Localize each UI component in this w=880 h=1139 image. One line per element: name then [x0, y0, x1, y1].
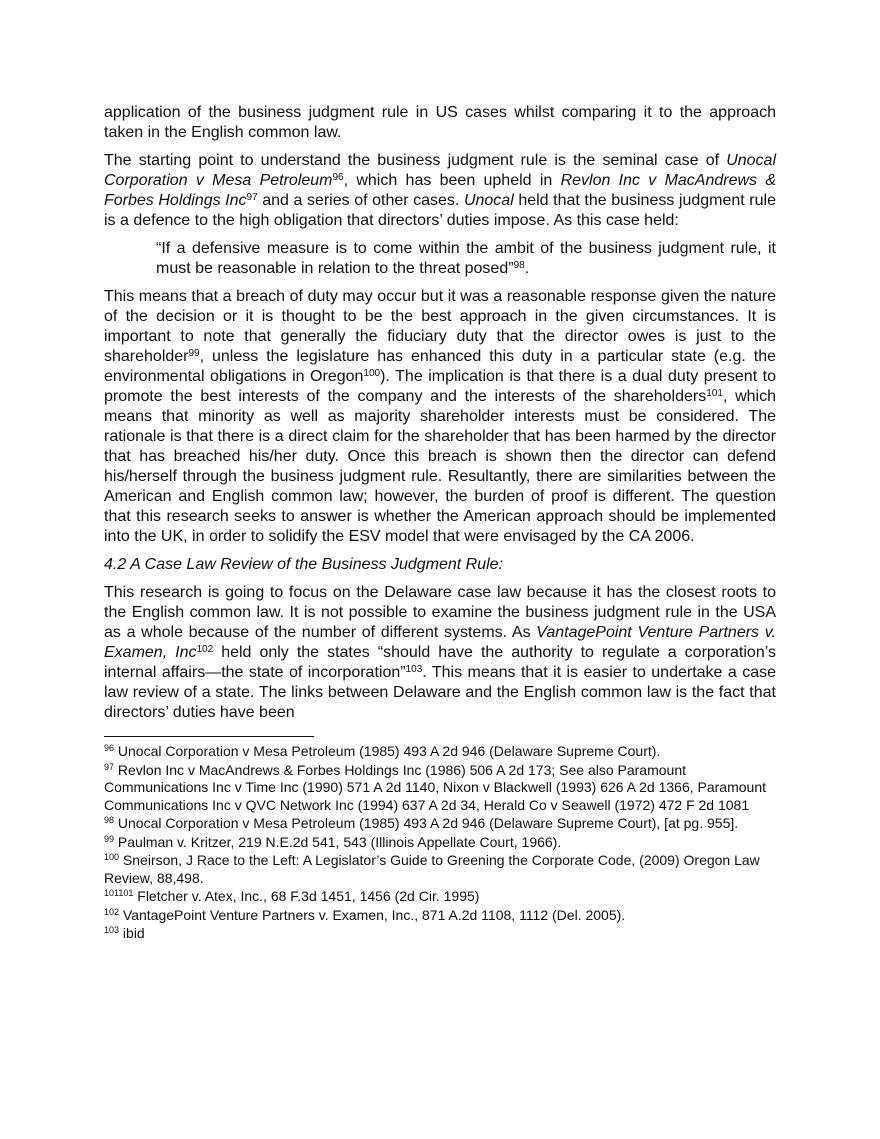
text-run: held that the business judgment rule is a defence to the high obligation that directors’ duties impose. As this case held: [104, 192, 776, 229]
footnote-ref-99: 99 [188, 348, 200, 359]
text-run: . [524, 260, 530, 277]
paragraph-delaware [104, 583, 776, 723]
footnote [104, 907, 776, 925]
text-run: The starting point to understand the business judgment rule is the seminal case of [104, 152, 727, 169]
text-run: This means that a breach of duty may occur but it was a reasonable response given the nature of the decision or it is thought to be the best approach in the given circumstances. It is important to note that generally the fiduciary duty that the director owes is just to the shareholder [104, 288, 776, 365]
footnote [104, 925, 776, 943]
block-quote [156, 239, 776, 279]
footnote-ref-100: 100 [363, 368, 381, 379]
footnote-number: 98 [104, 815, 115, 825]
paragraph-starting-point [104, 151, 776, 231]
footnote [104, 743, 776, 761]
text-run: and a series of other cases. [257, 192, 464, 209]
footnote-number: 99 [104, 833, 115, 844]
case-name-unocal-short: Unocal [463, 192, 514, 209]
footnote [104, 852, 776, 887]
footnote [104, 815, 776, 833]
footnote [104, 762, 776, 815]
footnote-text: Unocal Corporation v Mesa Petroleum (1985) 493 A 2d 946 (Delaware Supreme Court). [114, 743, 661, 759]
footnote-ref-102: 102 [196, 644, 214, 655]
body-text [104, 103, 776, 723]
footnote-ref-96: 96 [332, 172, 344, 183]
quote-text: “If a defensive measure is to come within the ambit of the business judgment rule, it must be reasonable in relation to the threat posed” [156, 240, 776, 277]
footnote-number: 96 [104, 743, 115, 753]
section-heading: 4.2 A Case Law Review of the Business Judgment Rule: [104, 556, 504, 573]
case-name-unocal: Unocal Corporation v Mesa Petroleum [104, 152, 776, 189]
footnote-text: VantagePoint Venture Partners v. Examen, Inc., 871 A.2d 1108, 1112 (Del. 2005). [119, 906, 626, 923]
paragraph-breach-of-duty [104, 287, 776, 547]
footnote-text: Sneirson, J Race to the Left: A Legislator’s Guide to Greening the Corporate Code, (2009) Oregon Law Review, 88,498. [104, 852, 760, 886]
paragraph-intro: application of the business judgment rule in US cases whilst comparing it to the approach taken in the English common law. [104, 104, 776, 141]
text-run: , unless the legislature has enhanced this duty in a particular state (e.g. the environmental obligations in Oregon [104, 348, 776, 385]
footnote-text: Revlon Inc v MacAndrews & Forbes Holdings Inc (1986) 506 A 2d 173; See also Paramount Communications Inc v Time Inc (1990) 571 A 2d 1140, Nixon v Blackwell (1993) 626 A 2d 1366, Paramount Communications Inc v QVC Network Inc (1994) 637 A 2d 34, Herald Co v Seawell (1972) 472 F 2d 1081 [104, 761, 767, 813]
footnote [104, 834, 776, 852]
footnote-text: Fletcher v. Atex, Inc., 68 F.3d 1451, 1456 (2d Cir. 1995) [133, 888, 480, 904]
case-name-vantagepoint: VantagePoint Venture Partners v. Examen, Inc [104, 624, 776, 661]
text-run: held only the states “should have the authority to regulate a corporation’s internal affairs—the state of incorporation” [104, 644, 776, 681]
text-run: This research is going to focus on the Delaware case law because it has the closest roots to the English common law. It is not possible to examine the business judgment rule in the USA as a whole because of the number of different systems. As [104, 584, 776, 641]
text-run: ). The implication is that there is a dual duty present to promote the best interests of the company and the interests of the shareholders [104, 368, 777, 405]
footnote-text: Paulman v. Kritzer, 219 N.E.2d 541, 543 (Illinois Appellate Court, 1966). [114, 833, 562, 850]
text-run: . This means that it is easier to undertake a case law review of a state. The links between Delaware and the English common law is the fact that directors’ duties have been [104, 664, 776, 721]
footnote-ref-98: 98 [513, 260, 525, 271]
document-page [104, 103, 776, 944]
footnote-number: 103 [104, 925, 120, 935]
footnote-number: 100 [104, 852, 120, 862]
footnote-separator [104, 736, 314, 737]
footnote-ref-103: 103 [405, 664, 423, 675]
footnote-ref-97: 97 [246, 192, 258, 203]
footnote-number: 101101 [104, 888, 134, 898]
text-run: , which means that minority as well as majority shareholder interests must be considered. The rationale is that there is a direct claim for the shareholder that has been harmed by the director that has breached his/her duty. Once this breach is shown then the director can defend his/herself through the business judgment rule. Resultantly, there are similarities between the American and English common law; however, the burden of proof is different. The question that this research seeks to answer is whether the American approach should be implemented into the UK, in order to solidify the ESV model that were envisaged by the CA 2006. [104, 388, 777, 545]
footnote-number: 102 [104, 906, 120, 917]
footnote [104, 888, 776, 906]
footnote-ref-101: 101 [706, 388, 723, 399]
case-name-revlon: Revlon Inc v MacAndrews & Forbes Holdings Inc [104, 172, 777, 209]
text-run: , which has been upheld in [343, 172, 561, 189]
footnote-number: 97 [104, 761, 115, 772]
footnote-text: ibid [119, 925, 145, 941]
footnote-text: Unocal Corporation v Mesa Petroleum (1985) 493 A 2d 946 (Delaware Supreme Court), [at pg. 955]. [114, 815, 739, 831]
footnotes [104, 743, 776, 943]
